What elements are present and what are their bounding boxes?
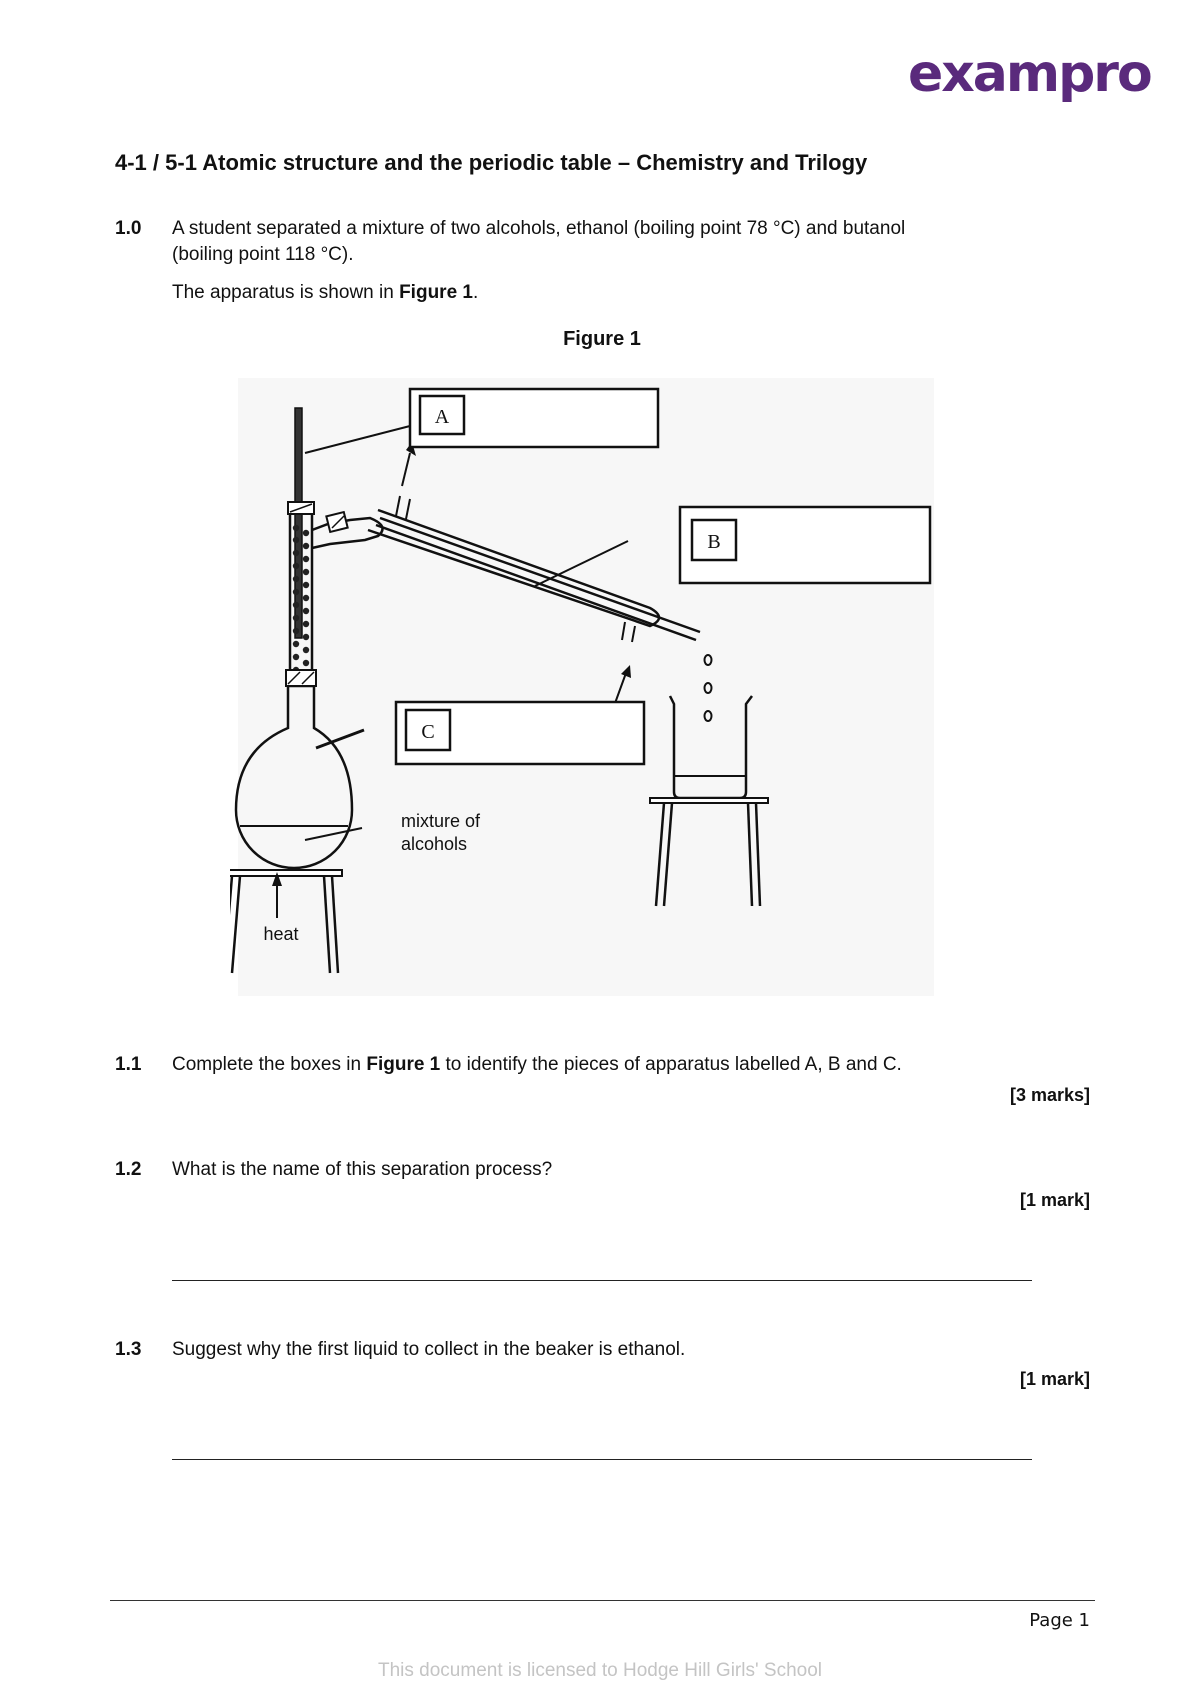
question-1-1-text	[172, 1052, 1072, 1078]
question-1-1-post: to identify the pieces of apparatus labelled A, B and C.	[440, 1054, 902, 1075]
footer-divider	[110, 1600, 1095, 1601]
label-c-text: C	[421, 721, 435, 743]
question-1-2-text: What is the name of this separation process?	[172, 1159, 553, 1180]
figure-caption: Figure 1	[563, 328, 641, 350]
mixture-label-line1: mixture of	[401, 811, 481, 831]
question-1-1-marks: [3 marks]	[1009, 1085, 1090, 1105]
question-number-1-2: 1.2	[115, 1159, 142, 1180]
label-box-b[interactable]	[680, 507, 930, 583]
license-notice: This document is licensed to Hodge Hill Girls' School	[378, 1660, 822, 1681]
apparatus-text: The apparatus is shown in	[172, 282, 400, 303]
distillation-figure	[230, 378, 950, 1000]
heat-label: heat	[263, 924, 299, 944]
question-number-1-1: 1.1	[115, 1054, 142, 1075]
apparatus-figure-ref: Figure 1	[399, 282, 473, 303]
question-1-0-line2: (boiling point 118 °C).	[172, 244, 354, 265]
label-box-c[interactable]	[396, 702, 644, 764]
question-number-1-3: 1.3	[115, 1339, 142, 1360]
page-number: Page 1	[1029, 1610, 1090, 1631]
question-1-1-pre: Complete the boxes in	[172, 1054, 367, 1075]
question-1-3-marks: [1 mark]	[1019, 1369, 1090, 1389]
figure-background	[238, 378, 934, 996]
answer-line-1-3[interactable]	[172, 1459, 1032, 1460]
page-title: 4-1 / 5-1 Atomic structure and the periodic table – Chemistry and Trilogy	[115, 150, 868, 175]
question-1-2-marks: [1 mark]	[1019, 1190, 1090, 1210]
question-number-1-0: 1.0	[115, 218, 142, 239]
answer-line-1-2[interactable]	[172, 1280, 1032, 1281]
question-1-3-text: Suggest why the first liquid to collect in the beaker is ethanol.	[172, 1339, 686, 1360]
label-a-text: A	[434, 406, 450, 428]
question-1-1-figure-ref: Figure 1	[366, 1054, 441, 1075]
apparatus-period: .	[472, 282, 479, 303]
question-1-0-line1: A student separated a mixture of two alcohols, ethanol (boiling point 78 °C) and butanol	[172, 218, 906, 239]
label-b-text: B	[707, 531, 721, 553]
apparatus-sentence	[172, 280, 478, 306]
label-box-a[interactable]	[410, 389, 658, 447]
question-1-0-text	[172, 216, 1072, 268]
mixture-label-line2: alcohols	[401, 834, 468, 854]
exampro-logo: exampro	[908, 44, 1151, 104]
